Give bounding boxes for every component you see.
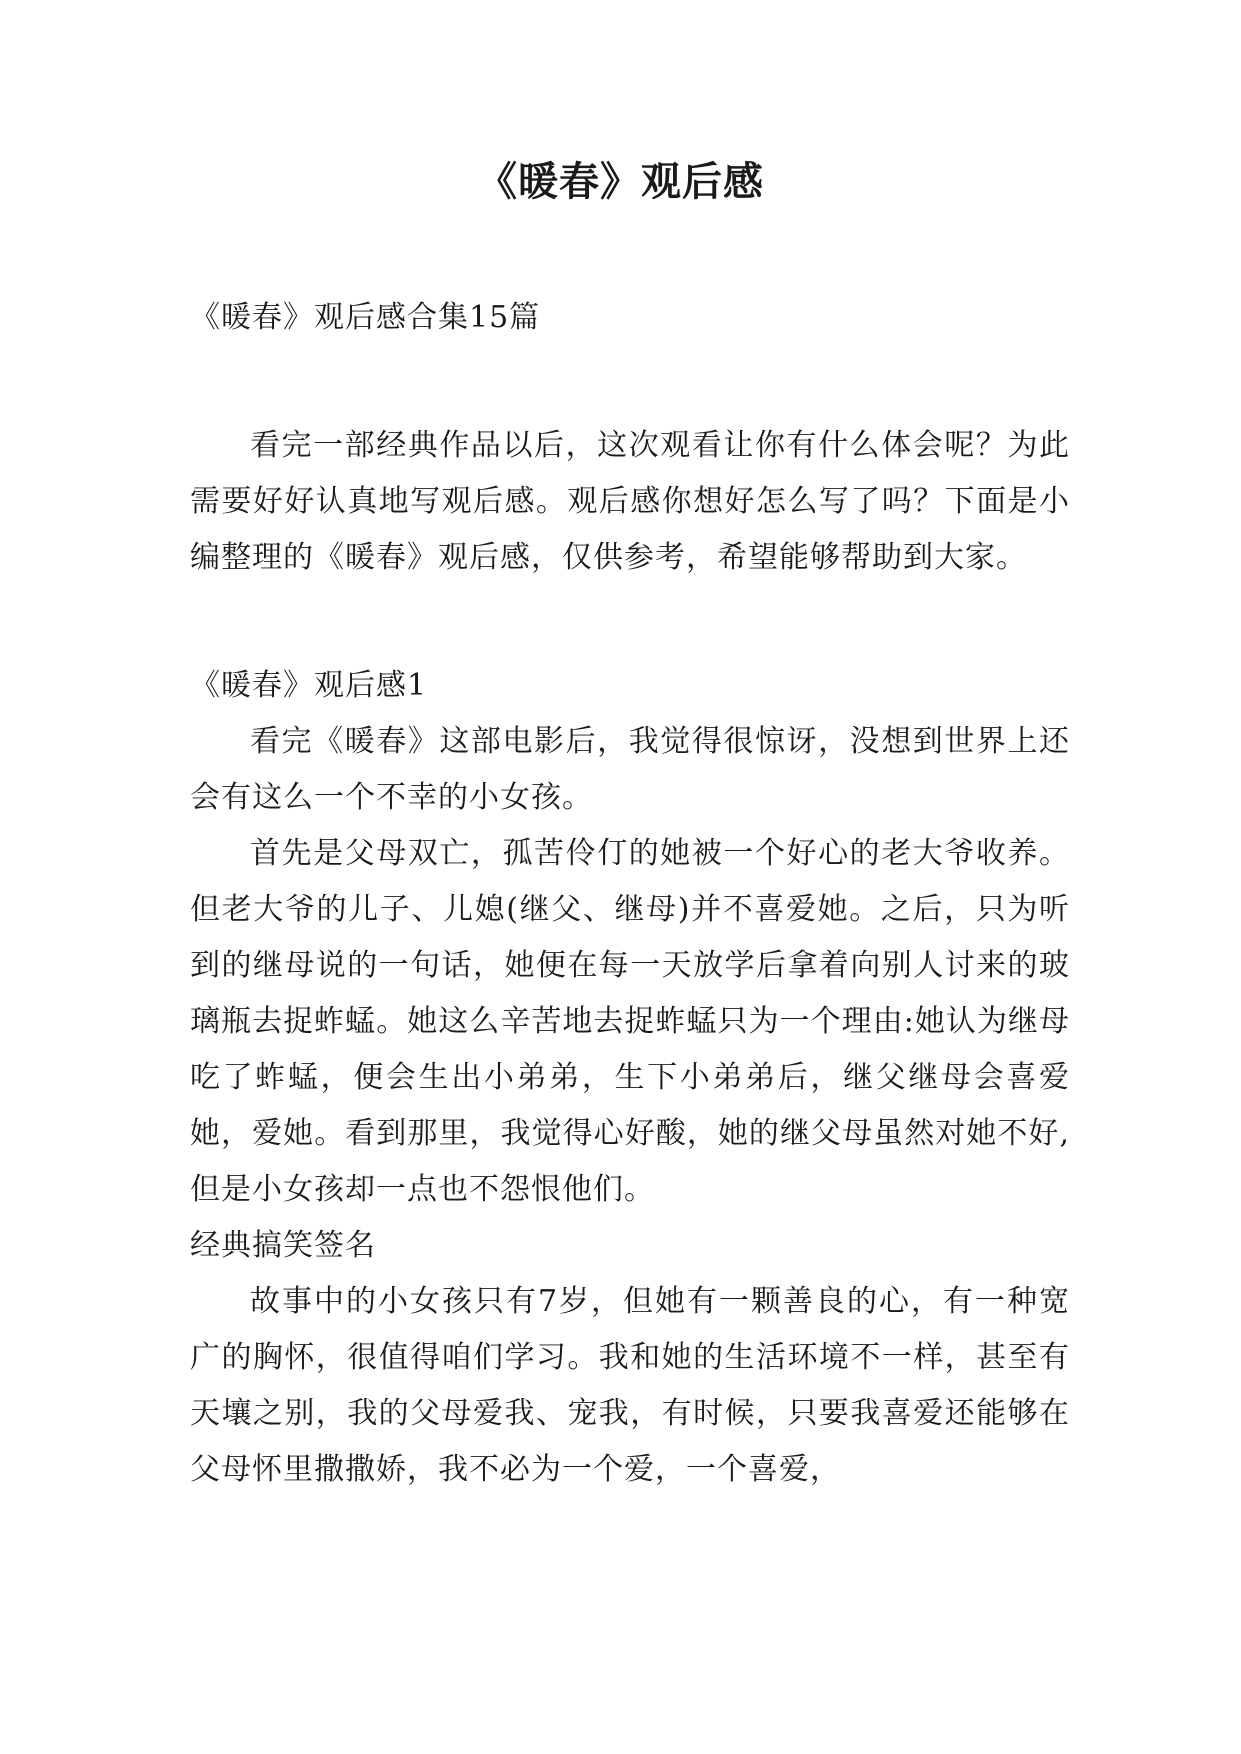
section1-paragraph-4: 故事中的小女孩只有7岁，但她有一颗善良的心，有一种宽广的胸怀，很值得咱们学习。我和她的生活环境不一样，甚至有天壤之别，我的父母爱我、宠我，有时候，只要我喜爱还能够在父母怀里撒撒娇，我不必为一个爱，一个喜爱， [190, 1284, 1070, 1487]
section1-paragraph-1: 看完《暖春》这部电影后，我觉得很惊讶，没想到世界上还会有这么一个不幸的小女孩。 [190, 724, 1070, 815]
document-subtitle: 《暖春》观后感合集15篇 [190, 300, 541, 335]
section1-line-3: 经典搞笑签名 [190, 1228, 376, 1263]
page-title: 《暖春》观后感 [477, 159, 764, 205]
document-body [190, 290, 1070, 1498]
section-heading-1: 《暖春》观后感1 [190, 668, 428, 703]
section1-paragraph-2: 首先是父母双亡，孤苦伶仃的她被一个好心的老大爷收养。但老大爷的儿子、儿媳(继父、继母)并不喜爱她。之后，只为听到的继母说的一句话，她便在每一天放学后拿着向别人讨来的玻璃瓶去捉蚱蜢。她这么辛苦地去捉蚱蜢只为一个理由:她认为继母吃了蚱蜢，便会生出小弟弟，生下小弟弟后，继父继母会喜爱她，爱她。看到那里，我觉得心好酸，她的继父母虽然对她不好,但是小女孩却一点也不怨恨他们。 [190, 836, 1070, 1207]
intro-paragraph: 看完一部经典作品以后，这次观看让你有什么体会呢？为此需要好好认真地写观后感。观后感你想好怎么写了吗？下面是小编整理的《暖春》观后感，仅供参考，希望能够帮助到大家。 [190, 428, 1070, 575]
